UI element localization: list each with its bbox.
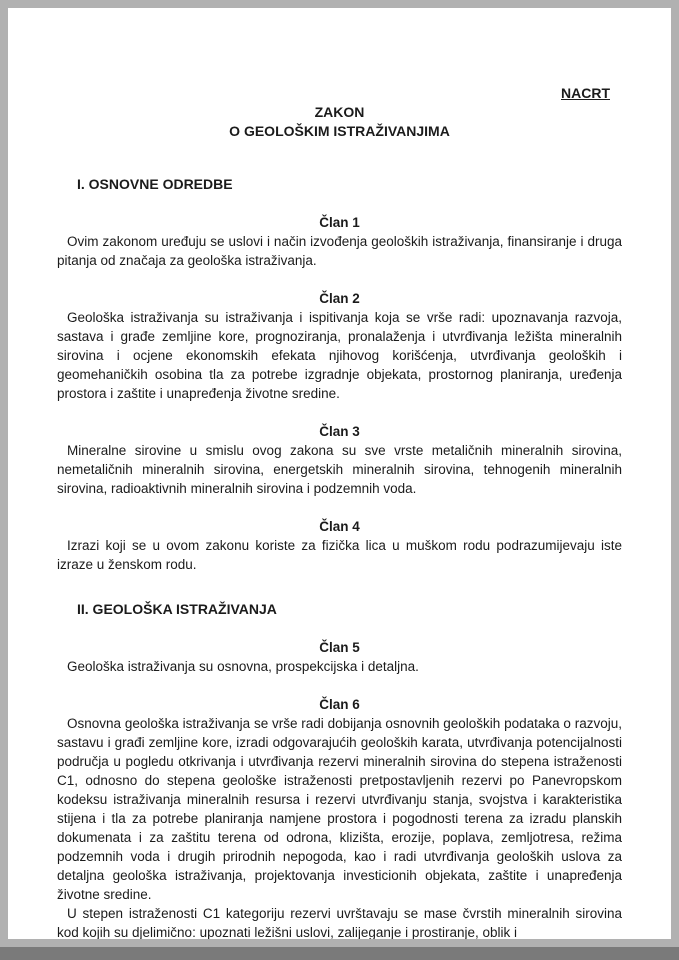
document-title-line2: O GEOLOŠKIM ISTRAŽIVANJIMA <box>229 123 450 139</box>
article-heading: Član 1 <box>319 215 360 230</box>
paragraph: Izrazi koji se u ovom zakonu koriste za fizička lica u muškom rodu podrazumijevaju iste izraze u ženskom rodu. <box>57 538 622 572</box>
paragraph: Ovim zakonom uređuju se uslovi i način izvođenja geoloških istraživanja, finansiranje i druga pitanja od značaja za geološka istraživanja. <box>57 234 622 268</box>
paragraph: Geološka istraživanja su osnovna, prospekcijska i detaljna. <box>67 659 419 674</box>
section-heading: I. OSNOVNE ODREDBE <box>77 176 233 192</box>
article-heading: Član 3 <box>319 424 360 439</box>
paragraph: Mineralne sirovine u smislu ovog zakona su sve vrste metaličnih mineralnih sirovina, nemetaličnih mineralnih sirovina, energetskih mineralnih sirovina, tehnogenih mineralnih sirovina, radioaktivnih mineralnih sirovina i podzemnih voda. <box>57 443 622 496</box>
document-page <box>8 8 671 939</box>
article-heading: Član 6 <box>319 697 360 712</box>
draft-label: NACRT <box>561 85 610 101</box>
section-heading: II. GEOLOŠKA ISTRAŽIVANJA <box>77 601 277 617</box>
article-heading: Član 4 <box>319 519 360 534</box>
paragraph: U stepen istraženosti C1 kategoriju rezervi uvrštavaju se mase čvrstih mineralnih sirovina kod kojih su djelimično: upoznati ležišni uslovi, zalijeganje i prostiranje, oblik i <box>57 906 622 939</box>
paragraph: Osnovna geološka istraživanja se vrše radi dobijanja osnovnih geoloških podataka o razvoju, sastavu i građi zemljine kore, izradi odgovarajućih geoloških karata, utvrđivanja potencijalnosti područja u pogledu otkrivanja i utvrđivanja rezervi mineralnih sirovina do stepena istraženosti C1, odnosno do stepena geološke istraženosti pretpostavljenih rezervi po Panevropskom kodeksu istraživanja mineralnih resursa i rezervi utvrđivanju stanja, svojstva i karakteristika stijena i tla za potrebe planiranja namjene prostora i pogodnosti terena za izradu planskih dokumenata i za zaštitu terena od odrona, klizišta, erozije, poplava, zemljotresa, režima podzemnih voda i drugih prirodnih nepogoda, kao i radi utvrđivanja geoloških uslova za detaljna geološka istraživanja, projektovanja investicionih objekata, zaštite i unapređenja životne sredine. <box>57 716 622 902</box>
document-content <box>57 175 622 939</box>
bottom-bar <box>0 947 679 960</box>
paragraph: Geološka istraživanja su istraživanja i ispitivanja koja se vrše radi: upoznavanja razvoja, sastava i građe zemljine kore, prognoziranja, pronalaženja i utvrđivanja ležišta mineralnih sirovina i ocjene ekonomskih efekata njihovog korišćenja, utvrđivanja geoloških i geomehaničkih osobina tla za potrebe izgradnje objekata, prostornog planiranja, uređenja prostora i zaštite i unapređenja životne sredine. <box>57 310 622 401</box>
document-title <box>57 103 622 141</box>
document-title-line1: ZAKON <box>314 104 365 120</box>
article-heading: Član 5 <box>319 640 360 655</box>
article-heading: Član 2 <box>319 291 360 306</box>
